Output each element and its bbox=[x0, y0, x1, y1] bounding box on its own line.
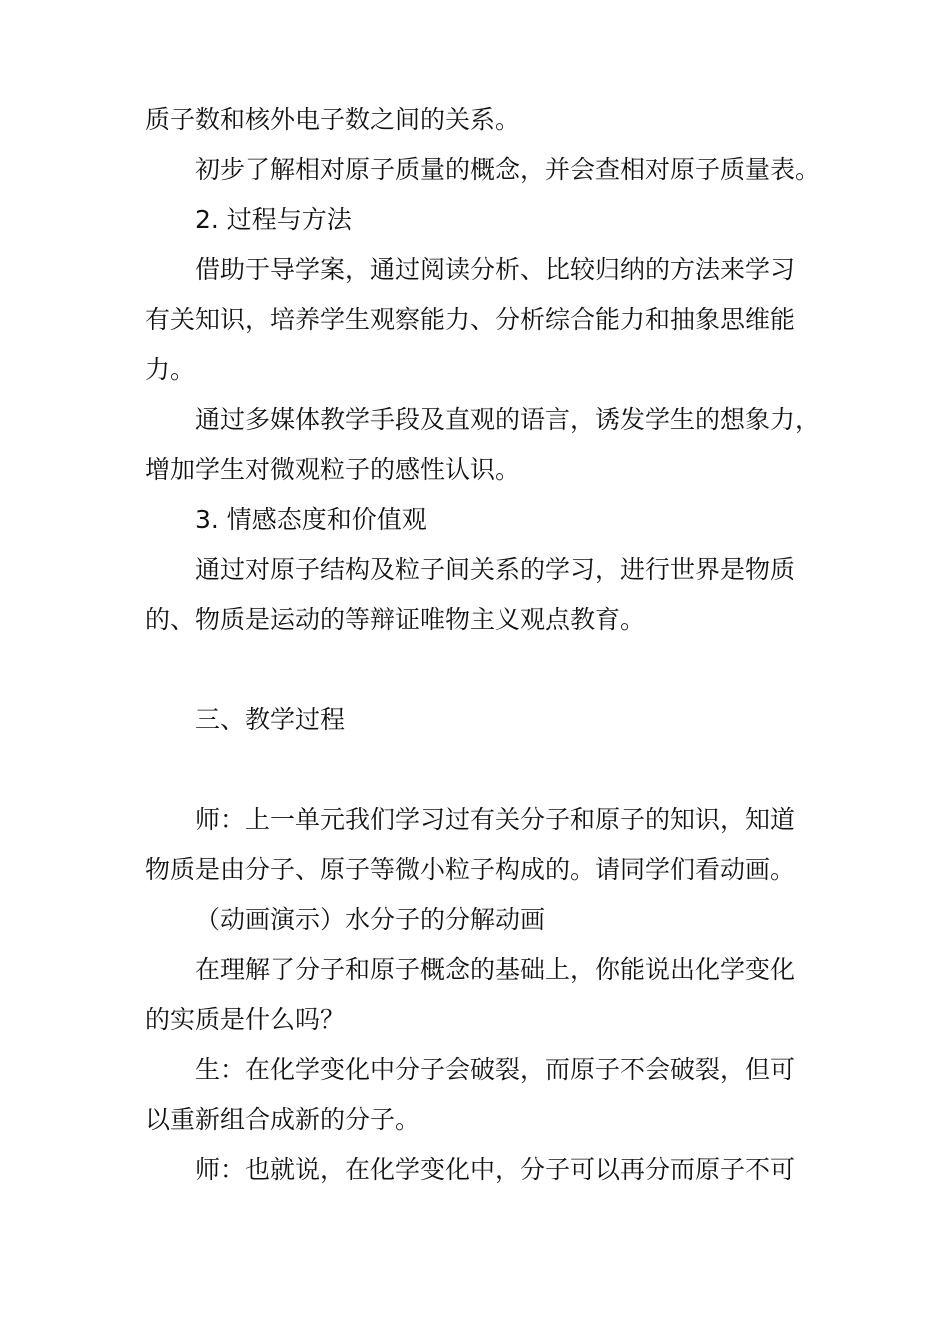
text-line: 通过多媒体教学手段及直观的语言，诱发学生的想象力， bbox=[195, 405, 821, 434]
blank-line bbox=[145, 645, 810, 695]
text-line: 力。 bbox=[145, 355, 196, 384]
text-line: 师：上一单元我们学习过有关分子和原子的知识，知道 bbox=[195, 805, 796, 834]
text-line: 借助于导学案，通过阅读分析、比较归纳的方法来学习 bbox=[195, 255, 796, 284]
text-line: 增加学生对微观粒子的感性认识。 bbox=[145, 455, 521, 484]
document-body bbox=[145, 95, 821, 1195]
text-line: 的、物质是运动的等辩证唯物主义观点教育。 bbox=[145, 605, 646, 634]
text-line: 生：在化学变化中分子会破裂，而原子不会破裂，但可 bbox=[195, 1055, 796, 1084]
text-line: 有关知识，培养学生观察能力、分析综合能力和抽象思维能 bbox=[145, 305, 796, 334]
text-line: （动画演示）水分子的分解动画 bbox=[195, 905, 546, 934]
text-line: 质子数和核外电子数之间的关系。 bbox=[145, 105, 521, 134]
section-heading: 三、教学过程 bbox=[195, 705, 346, 734]
text-line: 通过对原子结构及粒子间关系的学习，进行世界是物质 bbox=[195, 555, 796, 584]
text-line: 以重新组合成新的分子。 bbox=[145, 1105, 421, 1134]
section-heading: 2. 过程与方法 bbox=[195, 205, 352, 234]
text-line: 在理解了分子和原子概念的基础上，你能说出化学变化 bbox=[195, 955, 796, 984]
section-heading: 3. 情感态度和价值观 bbox=[195, 505, 427, 534]
text-line: 师：也就说，在化学变化中，分子可以再分而原子不可 bbox=[195, 1155, 796, 1184]
text-line: 物质是由分子、原子等微小粒子构成的。请同学们看动画。 bbox=[145, 855, 796, 884]
text-line: 的实质是什么吗？ bbox=[145, 1005, 346, 1034]
text-line: 初步了解相对原子质量的概念，并会查相对原子质量表。 bbox=[195, 155, 821, 184]
blank-line bbox=[145, 745, 810, 795]
